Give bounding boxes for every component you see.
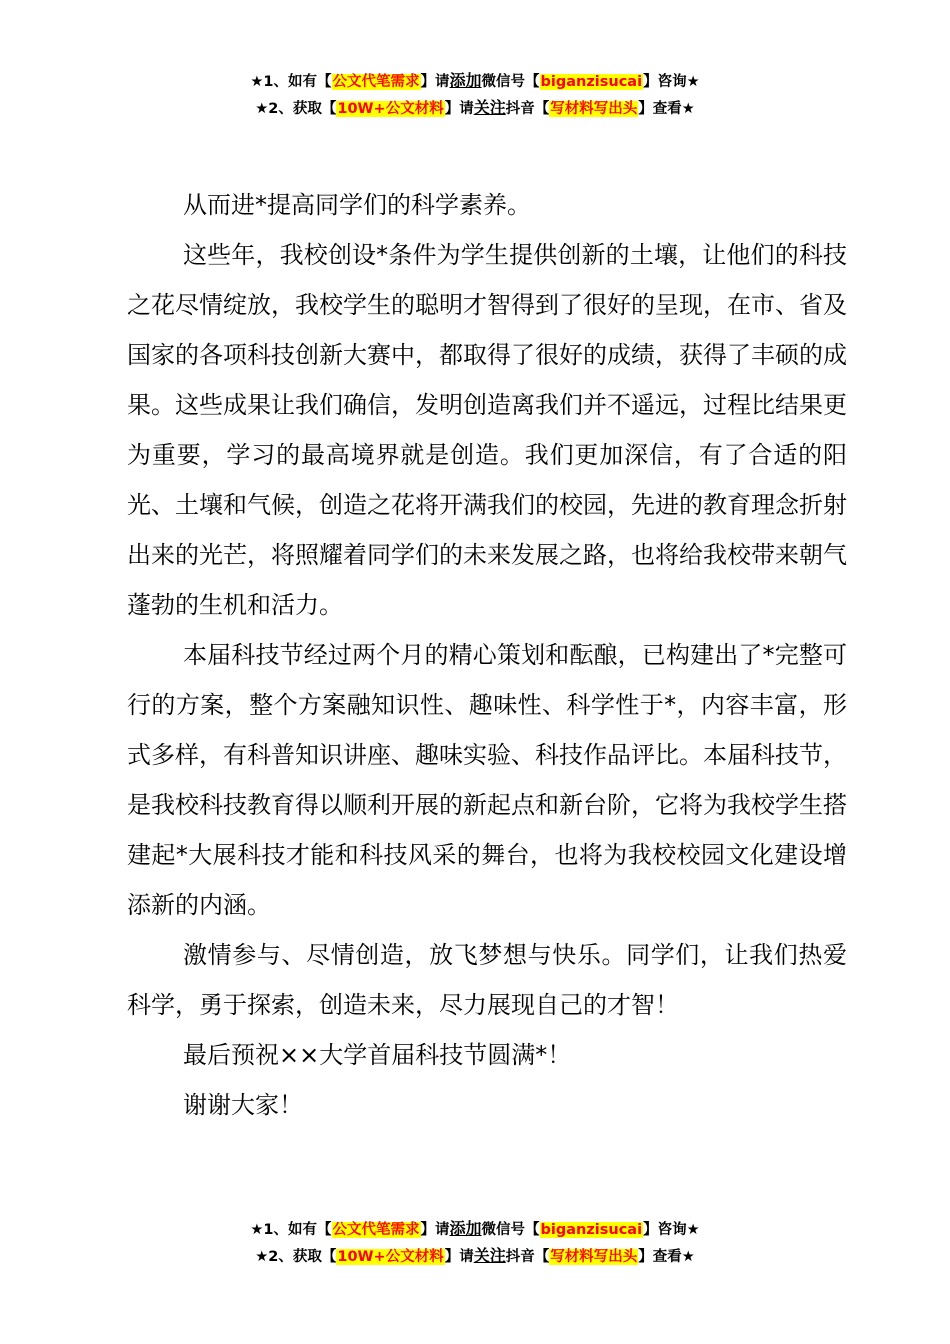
- banner-underline: 添加: [449, 71, 482, 90]
- banner-highlight: biganzisucai: [540, 1222, 643, 1238]
- banner-highlight: 10W+公文材料: [337, 101, 444, 117]
- banner-text: ★1、如有【: [250, 74, 332, 90]
- banner-highlight: 写材料写出头: [550, 101, 638, 117]
- banner-text: 】查看★: [638, 101, 695, 117]
- banner-text: ★2、获取【: [255, 1249, 337, 1265]
- banner-text: 】请: [420, 1222, 450, 1238]
- header-banner: [0, 68, 950, 122]
- banner-underline: 添加: [449, 1219, 482, 1238]
- banner-underline: 关注: [473, 1246, 506, 1265]
- paragraph: 本届科技节经过两个月的精心策划和酝酿，已构建出了*完整可行的方案，整个方案融知识性、趣味性、科学性于*，内容丰富，形式多样，有科普知识讲座、趣味实验、科技作品评比。本届科技节，是我校科技教育得以顺利开展的新起点和新台阶，它将为我校学生搭建起*大展科技才能和科技风采的舞台，也将为我校校园文化建设增添新的内涵。: [127, 641, 847, 919]
- banner-text: 微信号【: [481, 1222, 540, 1238]
- banner-highlight: biganzisucai: [540, 74, 643, 90]
- banner-text: 抖音【: [505, 1249, 550, 1265]
- paragraph: 最后预祝××大学首届科技节圆满*！: [183, 1041, 572, 1069]
- footer-banner: [0, 1216, 950, 1270]
- banner-highlight: 公文代笔需求: [332, 74, 420, 90]
- banner-text: 】查看★: [638, 1249, 695, 1265]
- banner-underline: 关注: [473, 98, 506, 117]
- banner-text: ★2、获取【: [255, 101, 337, 117]
- banner-line-2: [0, 1243, 950, 1270]
- paragraph: 这些年，我校创设*条件为学生提供创新的土壤，让他们的科技之花尽情绽放，我校学生的聪明才智得到了很好的呈现，在市、省及国家的各项科技创新大赛中，都取得了很好的成绩，获得了丰硕的成果。这些成果让我们确信，发明创造离我们并不遥远，过程比结果更为重要，学习的最高境界就是创造。我们更加深信，有了合适的阳光、土壤和气候，创造之花将开满我们的校园，先进的教育理念折射出来的光芒，将照耀着同学们的未来发展之路，也将给我校带来朝气蓬勃的生机和活力。: [127, 241, 847, 619]
- banner-text: 】请: [444, 101, 474, 117]
- banner-text: ★1、如有【: [250, 1222, 332, 1238]
- paragraph: 从而进*提高同学们的科学素养。: [183, 191, 531, 219]
- paragraph: 谢谢大家！: [183, 1091, 303, 1119]
- document-body: [127, 180, 847, 1130]
- banner-line-2: [0, 95, 950, 122]
- banner-text: 】请: [420, 74, 450, 90]
- banner-line-1: [0, 1216, 950, 1243]
- banner-text: 】请: [444, 1249, 474, 1265]
- banner-line-1: [0, 68, 950, 95]
- banner-highlight: 10W+公文材料: [337, 1249, 444, 1265]
- banner-text: 微信号【: [481, 74, 540, 90]
- banner-highlight: 写材料写出头: [550, 1249, 638, 1265]
- banner-text: 】咨询★: [643, 1222, 700, 1238]
- banner-highlight: 公文代笔需求: [332, 1222, 420, 1238]
- paragraph: 激情参与、尽情创造，放飞梦想与快乐。同学们，让我们热爱科学，勇于探索，创造未来，尽力展现自己的才智！: [127, 941, 847, 1019]
- banner-text: 】咨询★: [643, 74, 700, 90]
- banner-text: 抖音【: [505, 101, 550, 117]
